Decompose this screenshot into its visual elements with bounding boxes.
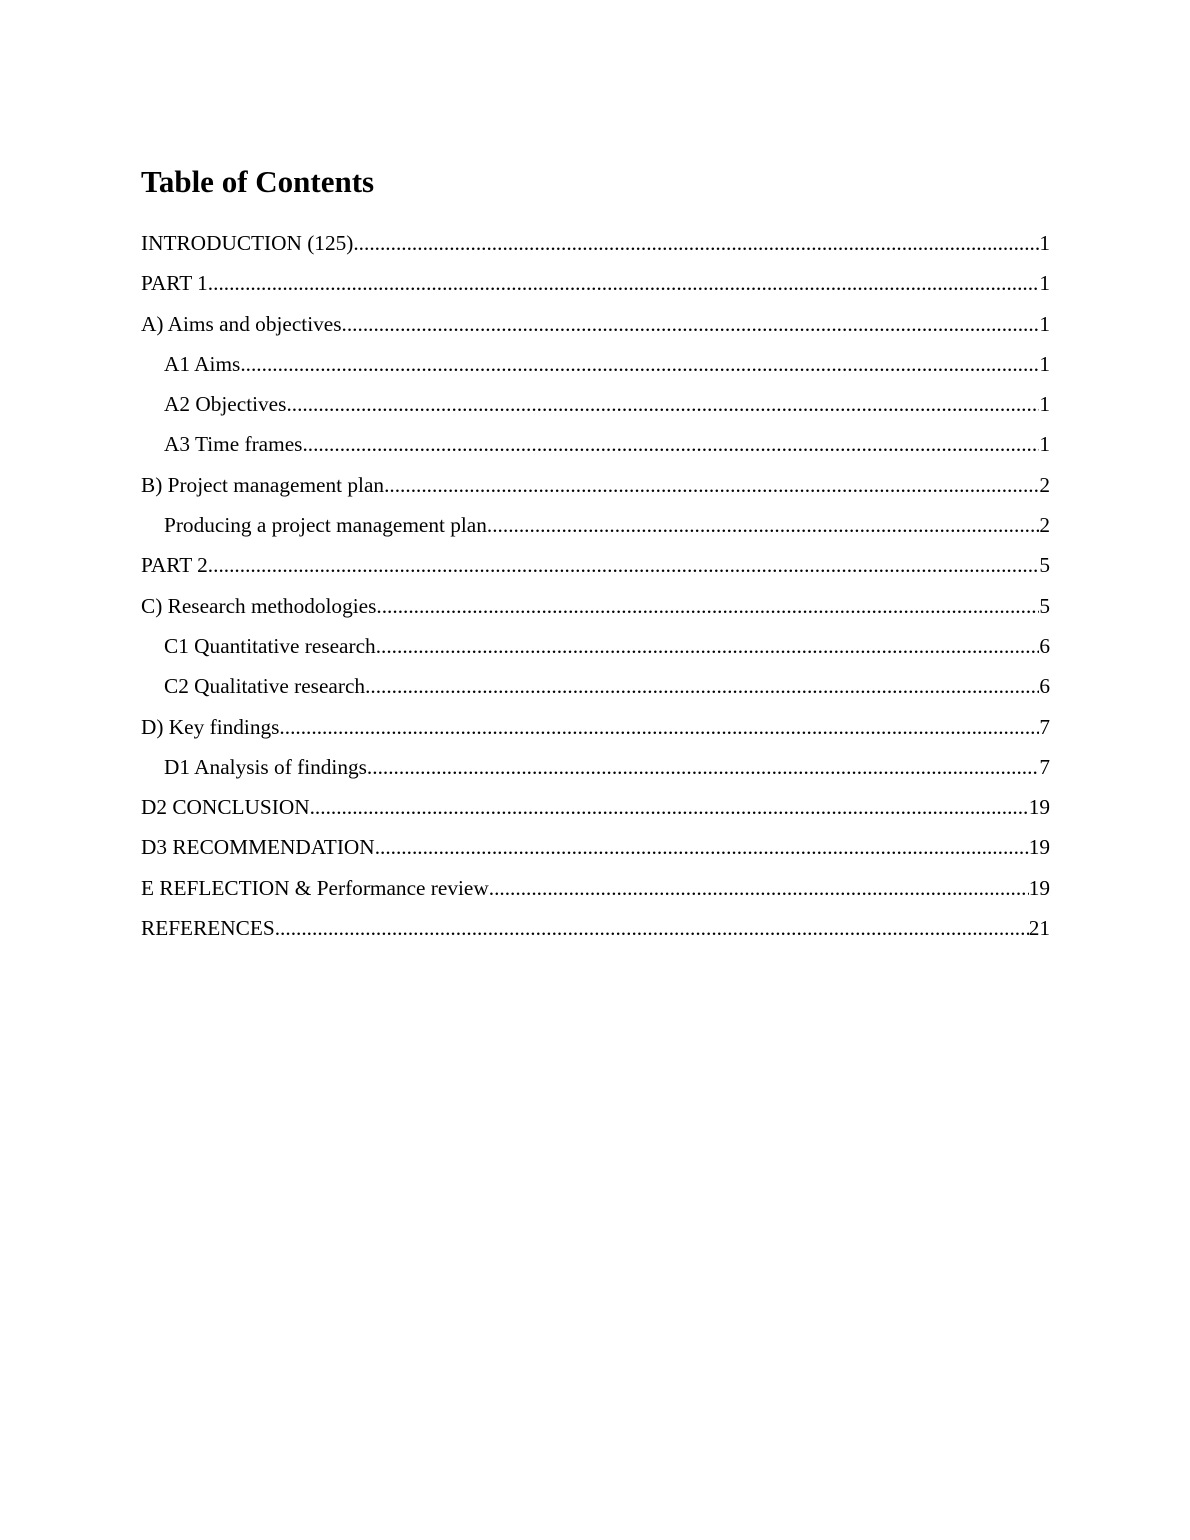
toc-dot-leader [275, 915, 1029, 941]
toc-page-number: 6 [1039, 674, 1050, 699]
toc-page-number: 5 [1039, 553, 1050, 578]
toc-dot-leader [489, 875, 1029, 901]
toc-entry[interactable] [141, 794, 1050, 834]
toc-page-number: 19 [1028, 835, 1050, 860]
toc-page-number: 1 [1039, 392, 1050, 417]
toc-page-number: 1 [1039, 432, 1050, 457]
toc-dot-leader [240, 351, 1039, 377]
toc-list [141, 230, 1050, 955]
toc-entry-text: D2 CONCLUSION [141, 795, 310, 820]
toc-page-number: 2 [1039, 513, 1050, 538]
toc-page-number: 1 [1039, 231, 1050, 255]
toc-entry[interactable] [141, 391, 1050, 431]
toc-entry-text: A1 Aims [164, 351, 241, 376]
toc-page-number: 7 [1039, 754, 1050, 779]
toc-dot-leader [367, 754, 1039, 780]
toc-entry[interactable] [141, 834, 1050, 874]
toc-page-number: 1 [1039, 351, 1050, 376]
toc-title: Table of Contents [141, 164, 375, 199]
toc-dot-leader [279, 714, 1039, 740]
toc-entry-text: Producing a project management plan [164, 513, 487, 538]
toc-entry-text: E REFLECTION & Performance review [141, 875, 489, 900]
toc-dot-leader [353, 230, 1039, 256]
toc-dot-leader [384, 472, 1039, 498]
toc-entry[interactable] [141, 552, 1050, 592]
toc-entry-text: C2 Qualitative research [164, 674, 366, 699]
toc-entry-text: PART 2 [141, 553, 208, 578]
toc-entry[interactable] [141, 593, 1050, 633]
toc-entry-text: A2 Objectives [164, 392, 287, 417]
toc-page-number: 6 [1039, 633, 1050, 658]
toc-entry-text: A3 Time frames [164, 432, 303, 457]
toc-entry-text: C) Research methodologies [141, 593, 377, 618]
toc-dot-leader [487, 512, 1039, 538]
toc-dot-leader [376, 593, 1039, 619]
toc-dot-leader [208, 270, 1040, 296]
toc-dot-leader [310, 794, 1029, 820]
toc-entry-text: B) Project management plan [141, 472, 385, 497]
toc-dot-leader [365, 673, 1039, 699]
toc-page-number: 1 [1039, 271, 1050, 296]
toc-entry[interactable] [141, 714, 1050, 754]
toc-page-number: 21 [1028, 916, 1050, 941]
toc-entry-text: D3 RECOMMENDATION [141, 835, 375, 860]
toc-page-number: 2 [1039, 472, 1050, 497]
toc-entry-text: D) Key findings [141, 714, 280, 739]
toc-entry[interactable] [141, 431, 1050, 471]
toc-entry[interactable] [141, 915, 1050, 955]
toc-entry-text: INTRODUCTION (125) [141, 231, 354, 255]
toc-entry[interactable] [141, 875, 1050, 915]
toc-entry-text: REFERENCES [141, 916, 275, 941]
toc-entry-text: PART 1 [141, 271, 208, 296]
toc-entry[interactable] [141, 633, 1050, 673]
toc-entry[interactable] [141, 351, 1050, 391]
toc-page-number: 19 [1028, 875, 1050, 900]
toc-page-number: 1 [1039, 311, 1050, 336]
toc-entry[interactable] [141, 754, 1050, 794]
toc-entry-text: A) Aims and objectives [141, 311, 342, 336]
toc-dot-leader [302, 431, 1039, 457]
toc-dot-leader [286, 391, 1039, 417]
toc-dot-leader [375, 834, 1029, 860]
toc-entry[interactable] [141, 673, 1050, 713]
toc-dot-leader [208, 552, 1040, 578]
toc-page-number: 5 [1039, 593, 1050, 618]
toc-entry-text: D1 Analysis of findings [164, 754, 367, 779]
toc-page-number: 7 [1039, 714, 1050, 739]
toc-entry[interactable] [141, 230, 1050, 270]
toc-entry[interactable] [141, 270, 1050, 310]
toc-entry[interactable] [141, 311, 1050, 351]
toc-entry-text: C1 Quantitative research [164, 633, 376, 658]
toc-dot-leader [342, 311, 1040, 337]
toc-page-number: 19 [1028, 795, 1050, 820]
toc-entry[interactable] [141, 472, 1050, 512]
toc-dot-leader [376, 633, 1040, 659]
toc-entry[interactable] [141, 512, 1050, 552]
